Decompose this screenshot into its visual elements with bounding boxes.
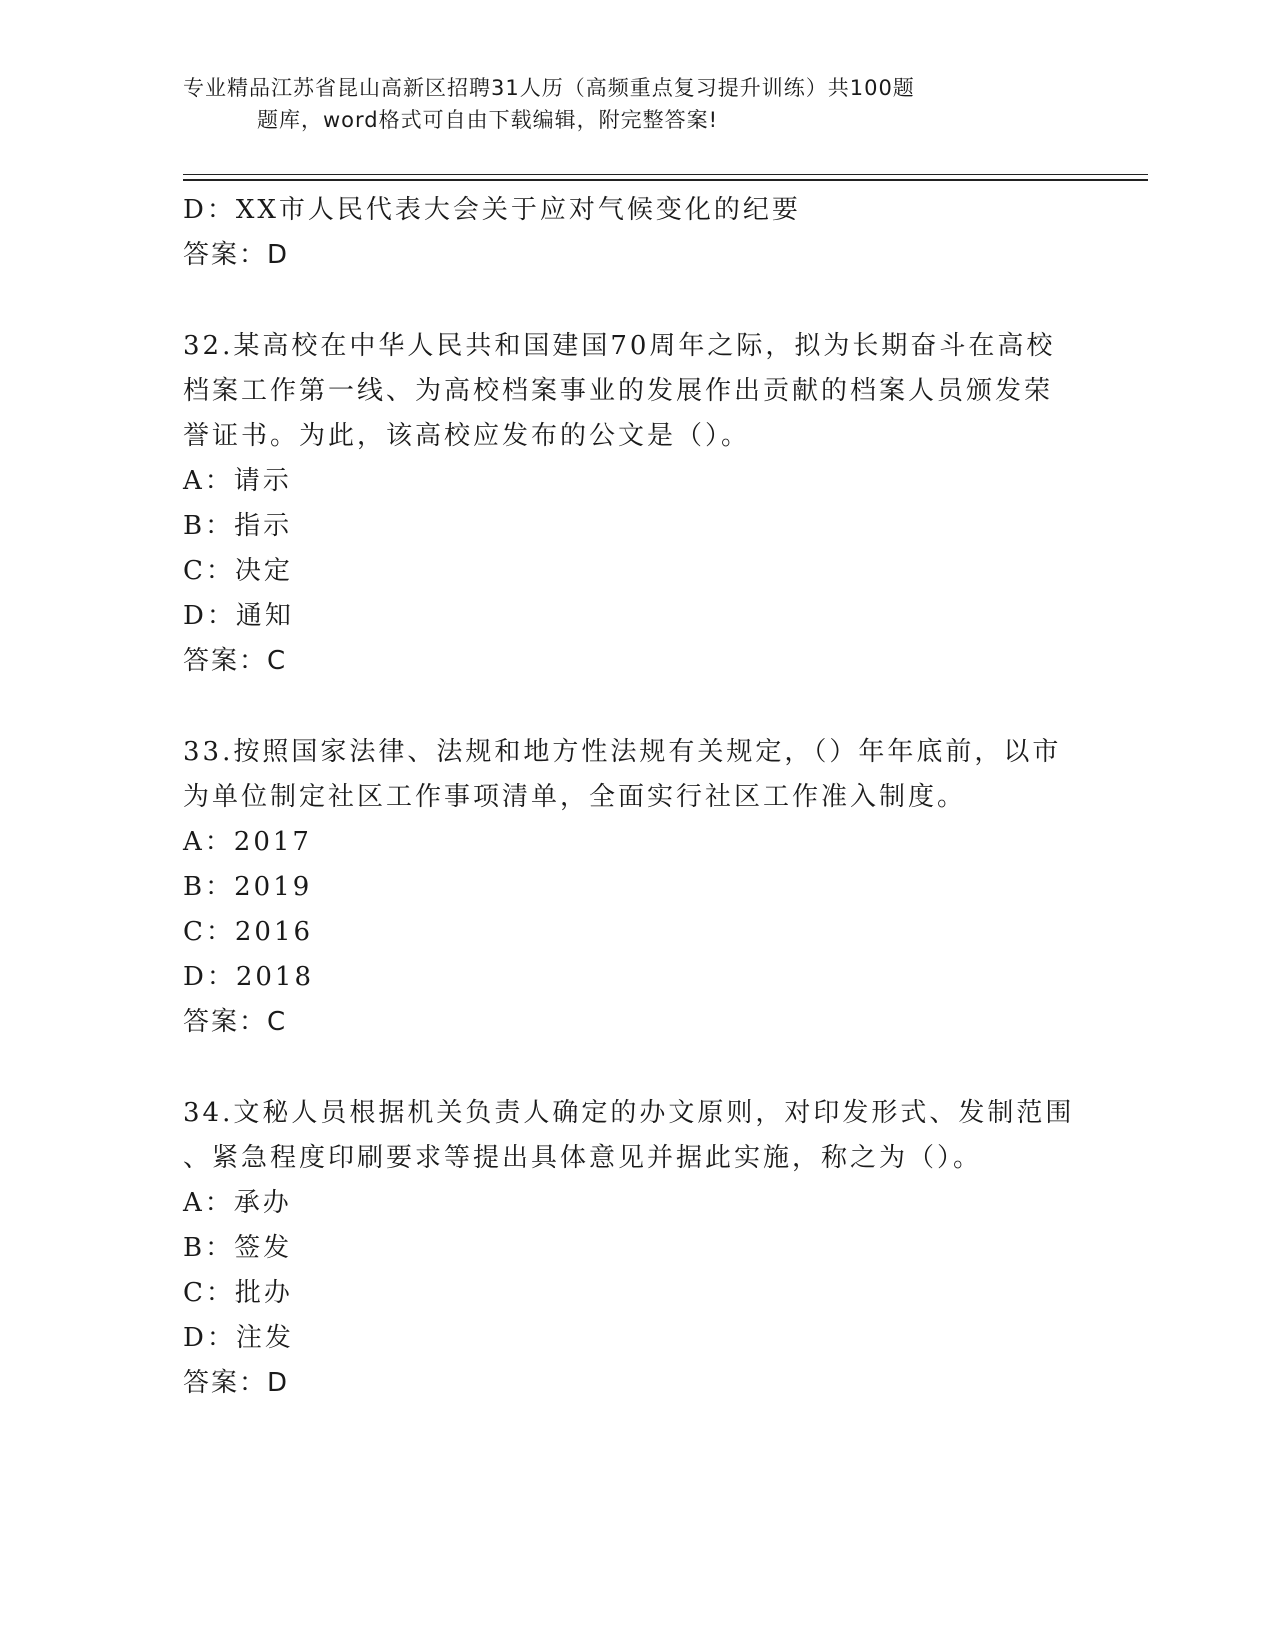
option-c: C：决定 (183, 556, 293, 586)
question-text-line: 、紧急程度印刷要求等提出具体意见并据此实施，称之为（）。 (183, 1143, 983, 1173)
question-block-34 (183, 1091, 1073, 1406)
header-title-line1: 专业精品江苏省昆山高新区招聘31人历（高频重点复习提升训练）共100题 (183, 76, 915, 100)
question-text-line: 档案工作第一线、为高校档案事业的发展作出贡献的档案人员颁发荣 (183, 376, 1054, 406)
option-d: D：通知 (183, 601, 294, 631)
option-a: A：2017 (183, 827, 312, 857)
answer-line: 答案：C (183, 1007, 288, 1037)
spacer (183, 684, 1073, 730)
header-title-line2: 题库，word格式可自由下载编辑，附完整答案! (257, 108, 719, 132)
option-a: A：承办 (183, 1188, 292, 1218)
spacer (183, 1045, 1073, 1091)
option-b: B：签发 (183, 1233, 293, 1263)
document-body (183, 188, 1073, 1406)
option-b: B：2019 (183, 872, 313, 902)
answer-line: 答案：D (183, 1368, 290, 1398)
option-a: A：请示 (183, 466, 292, 496)
prev-question-option-d: D：XX市人民代表大会关于应对气候变化的纪要 (183, 195, 801, 225)
prev-question-answer: 答案：D (183, 240, 290, 270)
question-text-line: 33.按照国家法律、法规和地方性法规有关规定，（）年年底前，以市 (183, 737, 1062, 767)
option-d: D：注发 (183, 1323, 294, 1353)
question-text-line: 誉证书。为此，该高校应发布的公文是（）。 (183, 421, 751, 451)
header-divider-thick (183, 179, 1148, 181)
question-text-line: 为单位制定社区工作事项清单，全面实行社区工作准入制度。 (183, 782, 967, 812)
answer-line: 答案：C (183, 646, 288, 676)
option-b: B：指示 (183, 511, 293, 541)
option-c: C：2016 (183, 917, 314, 947)
question-text-line: 34.文秘人员根据机关负责人确定的办文原则，对印发形式、发制范围 (183, 1098, 1075, 1128)
question-block-32 (183, 324, 1073, 684)
question-block-33 (183, 730, 1073, 1045)
spacer (183, 278, 1073, 324)
header-divider-thin (183, 174, 1148, 175)
option-c: C：批办 (183, 1278, 293, 1308)
document-header (183, 72, 1083, 136)
question-text-line: 32.某高校在中华人民共和国建国70周年之际，拟为长期奋斗在高校 (183, 331, 1056, 361)
option-d: D：2018 (183, 962, 315, 992)
